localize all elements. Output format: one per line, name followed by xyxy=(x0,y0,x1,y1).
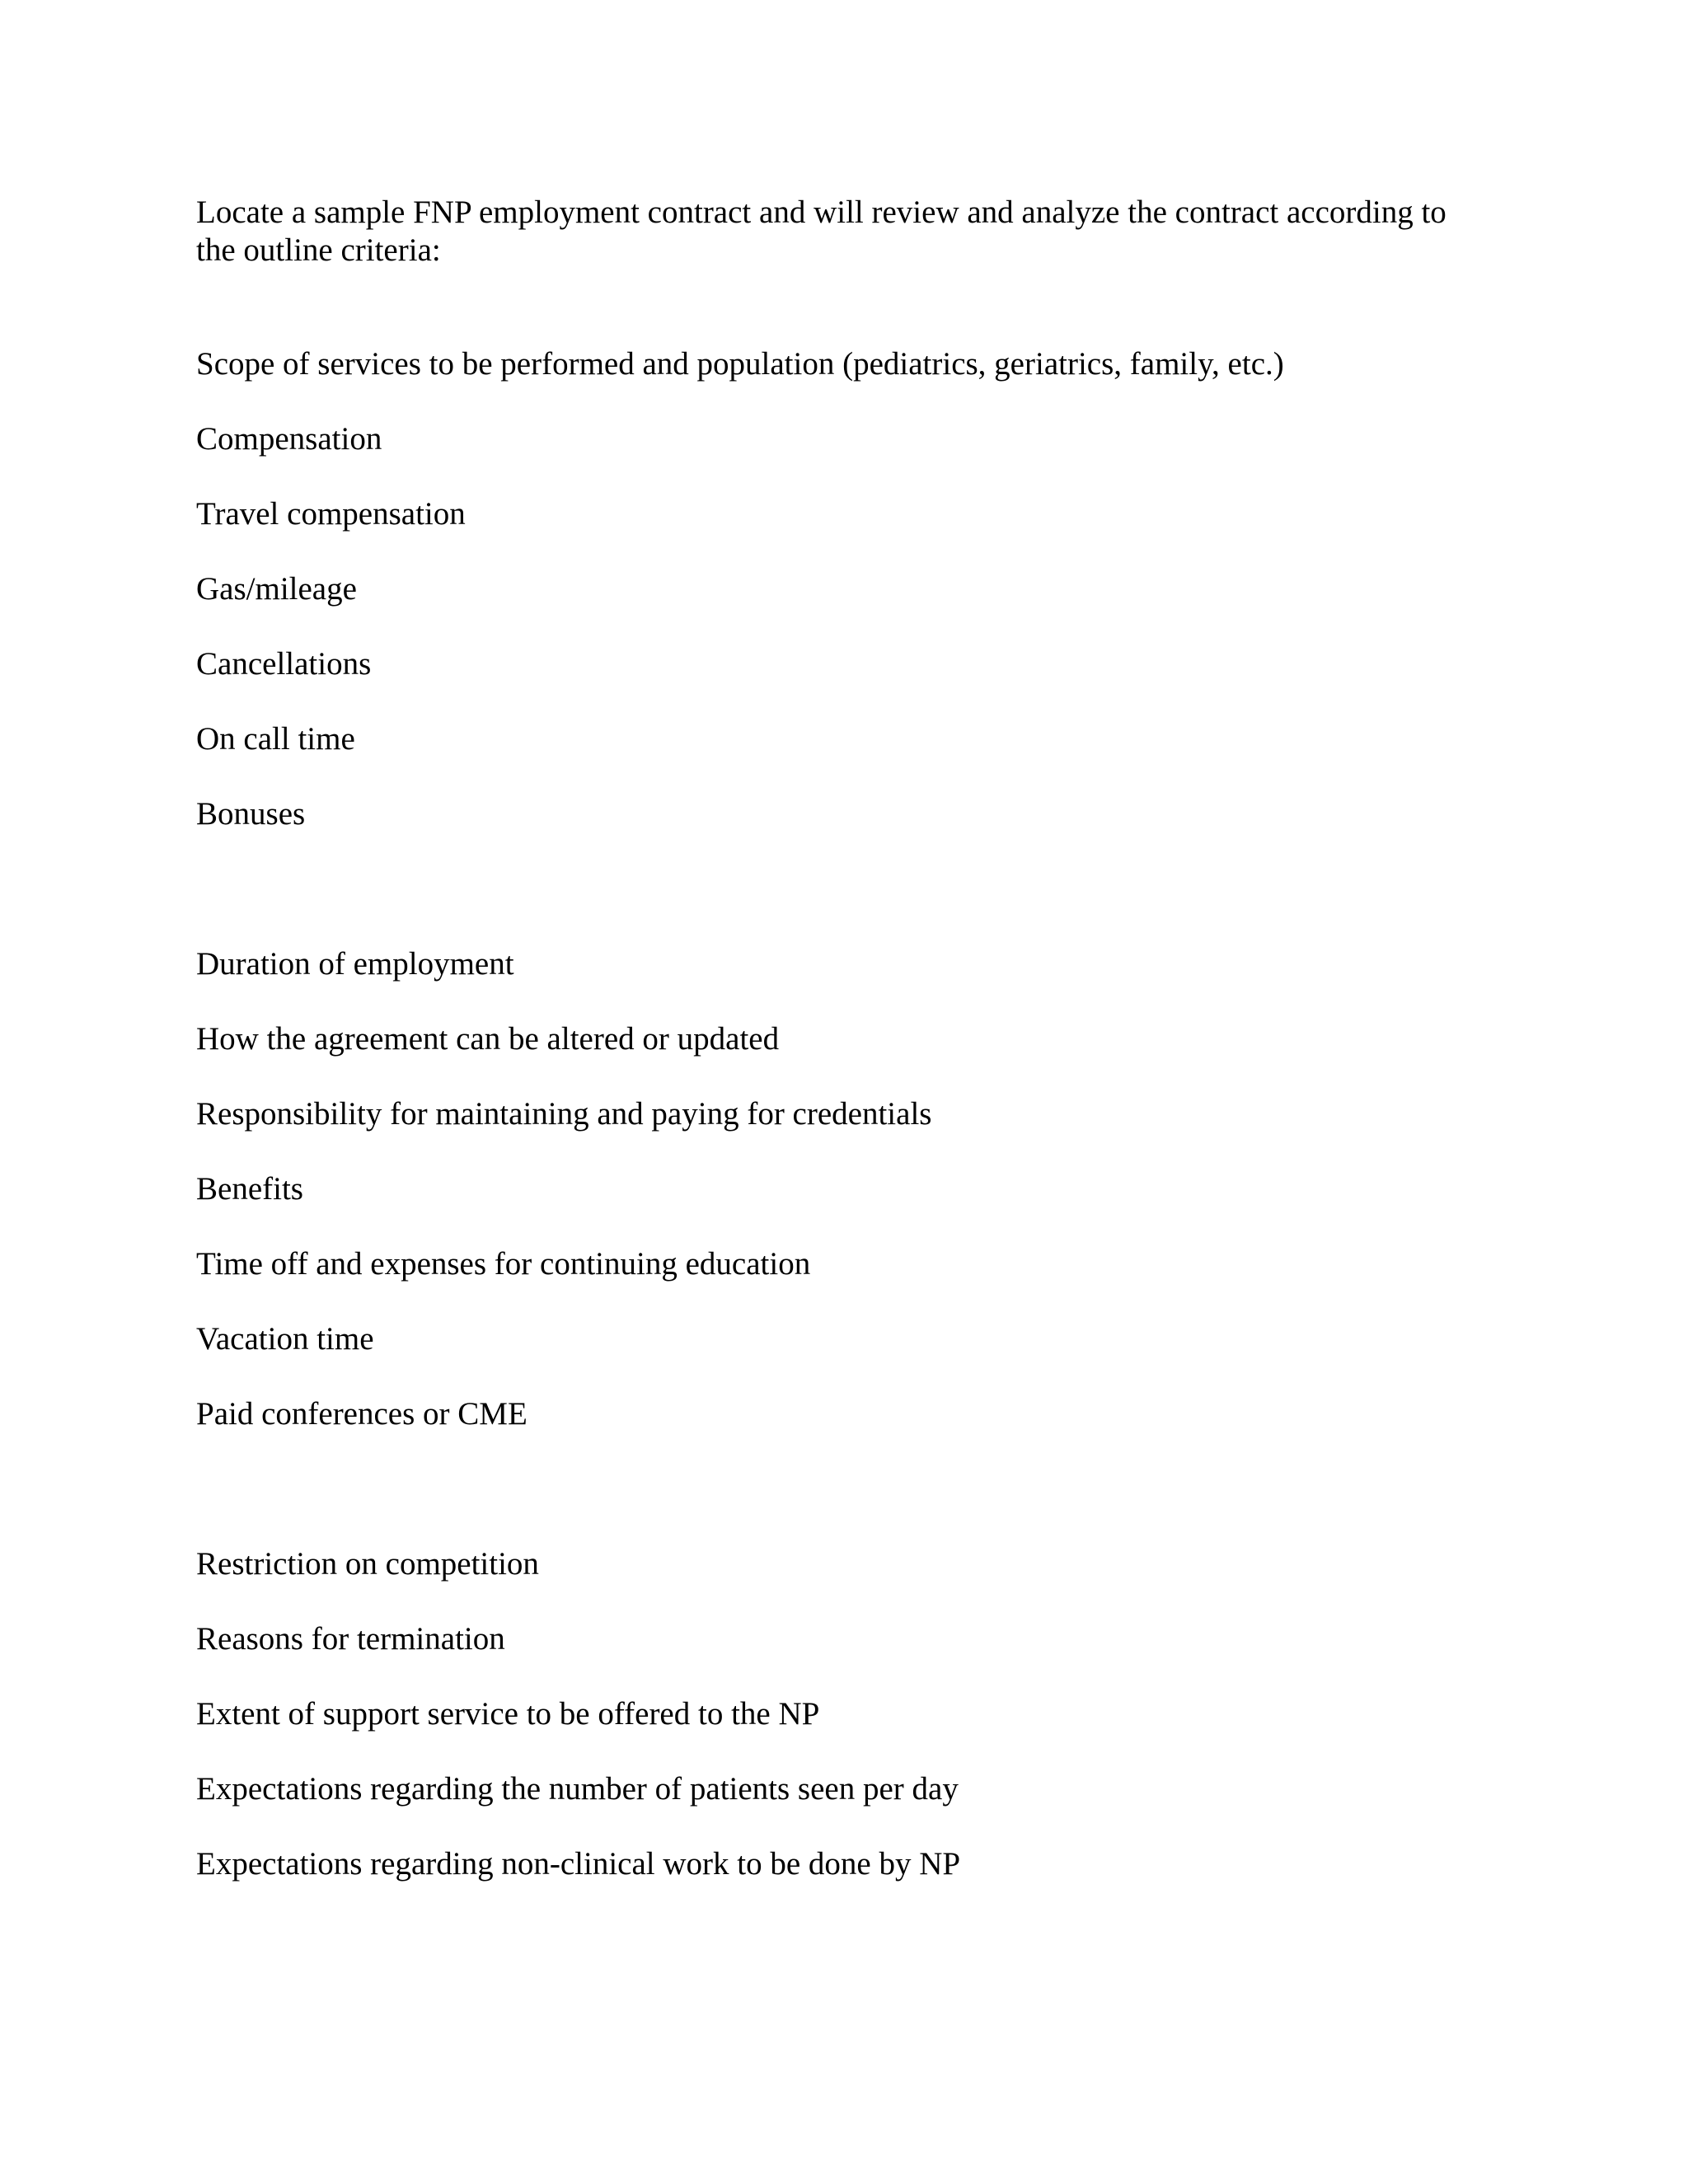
item-vacation-time: Vacation time xyxy=(196,1321,374,1357)
item-patients-per-day: Expectations regarding the number of patients seen per day xyxy=(196,1771,959,1807)
item-credentials-responsibility: Responsibility for maintaining and paying for credentials xyxy=(196,1096,932,1132)
intro-paragraph xyxy=(196,194,1498,269)
item-scope-of-services: Scope of services to be performed and population (pediatrics, geriatrics, family, etc.) xyxy=(196,346,1284,382)
item-restriction-on-competition: Restriction on competition xyxy=(196,1546,539,1582)
item-compensation: Compensation xyxy=(196,421,382,457)
intro-line-2: the outline criteria: xyxy=(196,232,441,268)
item-benefits: Benefits xyxy=(196,1171,303,1207)
item-non-clinical-work: Expectations regarding non-clinical work to be done by NP xyxy=(196,1846,961,1882)
item-agreement-altered: How the agreement can be altered or updated xyxy=(196,1021,780,1057)
item-gas-mileage: Gas/mileage xyxy=(196,571,357,607)
item-support-service: Extent of support service to be offered to the NP xyxy=(196,1696,820,1732)
item-travel-compensation: Travel compensation xyxy=(196,496,466,532)
item-reasons-for-termination: Reasons for termination xyxy=(196,1621,505,1657)
item-bonuses: Bonuses xyxy=(196,796,306,832)
item-continuing-education: Time off and expenses for continuing education xyxy=(196,1246,811,1282)
item-duration-of-employment: Duration of employment xyxy=(196,946,514,982)
item-on-call-time: On call time xyxy=(196,721,355,757)
item-cancellations: Cancellations xyxy=(196,646,372,682)
intro-line-1: Locate a sample FNP employment contract and will review and analyze the contract according to xyxy=(196,194,1447,230)
item-paid-conferences: Paid conferences or CME xyxy=(196,1396,528,1432)
